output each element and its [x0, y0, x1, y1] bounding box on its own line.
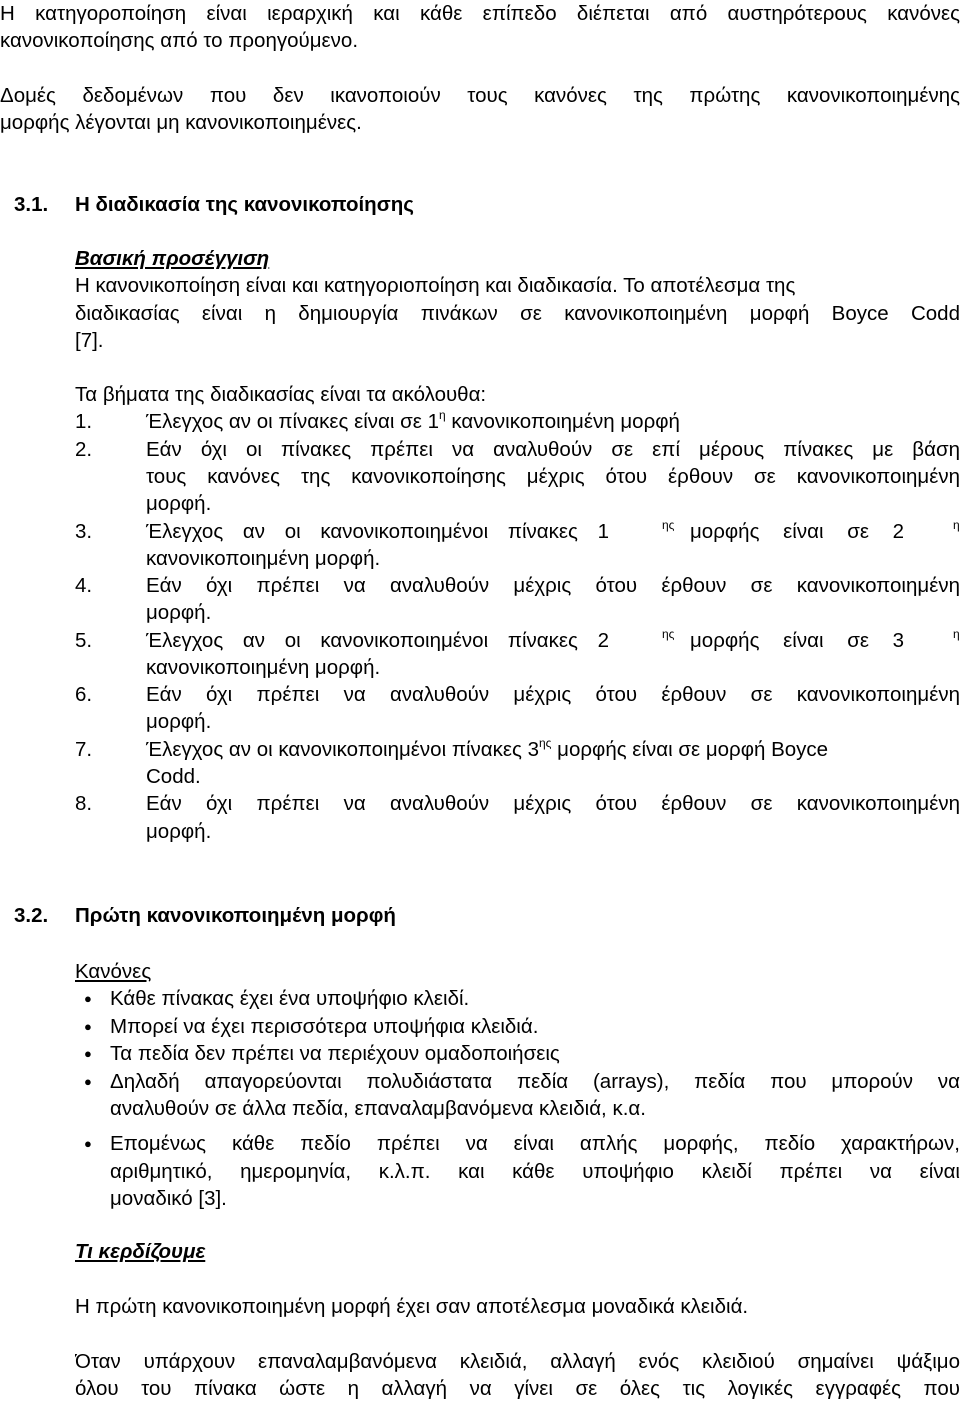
step-7-line-1 — [146, 736, 960, 763]
intro-line-1: Η κατηγοροποίηση είναι ιεραρχική και κάθε επίπεδο διέπεται από αυστηρότερους κανόνες — [0, 2, 960, 25]
bullet-icon: ● — [84, 1019, 92, 1034]
gain-title: Τι κερδίζουμε — [75, 1240, 206, 1263]
bullet-icon: ● — [84, 991, 92, 1006]
step-number: 2. — [75, 438, 93, 461]
section-3-1-number: 3.1. — [14, 193, 49, 216]
superscript: η — [953, 627, 960, 641]
rule-4-line-1: Δηλαδή απαγορεύονται πολυδιάστατα πεδία (arrays), πεδία που μπορούν να — [110, 1070, 960, 1093]
basic-approach-subtitle: Βασική προσέγγιση — [75, 247, 270, 270]
step-text: Έλεγχος αν οι κανονικοποιημένοι πίνακες 1 — [146, 520, 609, 543]
section-3-1-title: Η διαδικασία της κανονικοποίησης — [75, 193, 414, 216]
step-text: μορφής είναι σε 3 — [690, 629, 905, 652]
gain-paragraph: Η πρώτη κανονικοποιημένη μορφή έχει σαν αποτέλεσμα μοναδικά κλειδιά. — [75, 1295, 749, 1318]
section-3-1-heading — [0, 191, 960, 218]
step-text: Έλεγχος αν οι κανονικοποιημένοι πίνακες 2 — [146, 629, 609, 652]
step-number: 8. — [75, 792, 93, 815]
intro-line-2: κανονικοποίησης από το προηγούμενο. — [0, 29, 359, 52]
step-5-line-2: κανονικοποιημένη μορφή. — [146, 656, 381, 679]
step-3-line-1-tail — [146, 518, 960, 545]
step-6-line-1: Εάν όχι πρέπει να αναλυθούν μέχρις ότου έρθουν σε κανονικοποιημένη — [146, 683, 960, 706]
step-number: 7. — [75, 738, 93, 761]
superscript: ης — [539, 736, 552, 750]
section-3-2-number: 3.2. — [14, 904, 49, 927]
rule-3 — [0, 1040, 960, 1067]
section-3-2-title: Πρώτη κανονικοποιημένη μορφή — [75, 904, 396, 927]
steps-intro: Τα βήματα της διαδικασίας είναι τα ακόλουθα: — [75, 383, 487, 406]
bullet-icon: ● — [84, 1136, 92, 1151]
step-number: 6. — [75, 683, 93, 706]
last-paragraph-line-2: όλου του πίνακα ώστε η αλλαγή να γίνει σε όλες τις λογικές εγγραφές που — [75, 1377, 960, 1400]
step-5-line-1 — [146, 627, 960, 654]
step-number: 4. — [75, 574, 93, 597]
rule-5-line-1: Επομένως κάθε πεδίο πρέπει να είναι απλής μορφής, πεδίο χαρακτήρων, — [110, 1132, 960, 1155]
superscript: ης — [662, 518, 675, 532]
step-8-line-1: Εάν όχι πρέπει να αναλυθούν μέχρις ότου έρθουν σε κανονικοποιημένη — [146, 792, 960, 815]
rule-1 — [0, 985, 960, 1012]
step-1 — [75, 408, 960, 435]
step-text: Έλεγχος αν οι πίνακες είναι σε 1 — [146, 410, 440, 433]
rule-text: Τα πεδία δεν πρέπει να περιέχουν ομαδοποιήσεις — [110, 1042, 560, 1065]
approach-line-1: Η κανονικοποίηση είναι και κατηγοριοποίηση και διαδικασία. Το αποτέλεσμα της — [75, 274, 796, 297]
step-text: κανονικοποιημένη μορφή — [445, 410, 680, 433]
step-text: Έλεγχος αν οι κανονικοποιημένοι πίνακες 3 — [146, 738, 539, 761]
step-4-line-1: Εάν όχι πρέπει να αναλυθούν μέχρις ότου έρθουν σε κανονικοποιημένη — [146, 574, 960, 597]
section-3-2-heading — [0, 902, 960, 929]
rule-2 — [0, 1013, 960, 1040]
superscript: η — [953, 518, 960, 532]
step-2-line-2: τους κανόνες της κανονικοποίησης μέχρις ότου έρθουν σε κανονικοποιημένη — [146, 465, 960, 488]
bullet-icon: ● — [84, 1074, 92, 1089]
approach-line-3: [7]. — [75, 329, 104, 352]
intro-line-3: Δομές δεδομένων που δεν ικανοποιούν τους κανόνες της πρώτης κανονικοποιημένης — [0, 84, 960, 107]
rules-title: Κανόνες — [75, 960, 152, 983]
rule-4-line-2: αναλυθούν σε άλλα πεδία, επαναλαμβανόμενα κλειδιά, κ.α. — [110, 1097, 646, 1120]
step-2-line-3: μορφή. — [146, 492, 212, 515]
intro-line-4: μορφής λέγονται μη κανονικοποιημένες. — [0, 111, 362, 134]
approach-line-2: διαδικασίας είναι η δημιουργία πινάκων σε κανονικοποιημένη μορφή Boyce Codd — [75, 302, 960, 325]
last-paragraph-line-1: Όταν υπάρχουν επαναλαμβανόμενα κλειδιά, αλλαγή ενός κλειδιού σημαίνει ψάξιμο — [75, 1350, 960, 1373]
superscript: ης — [662, 627, 675, 641]
rule-5-line-3: μοναδικό [3]. — [110, 1187, 227, 1210]
step-number: 3. — [75, 520, 93, 543]
bullet-icon: ● — [84, 1046, 92, 1061]
step-number: 5. — [75, 629, 93, 652]
step-7-line-2: Codd. — [146, 765, 201, 788]
step-3-line-2: κανονικοποιημένη μορφή. — [146, 547, 381, 570]
step-text: μορφής είναι σε 2 — [690, 520, 905, 543]
rule-5-line-2: αριθμητικό, ημερομηνία, κ.λ.π. και κάθε υποψήφιο κλειδί πρέπει να είναι — [110, 1160, 960, 1183]
superscript: η — [439, 408, 446, 422]
rule-text: Κάθε πίνακας έχει ένα υποψήφιο κλειδί. — [110, 987, 470, 1010]
step-4-line-2: μορφή. — [146, 601, 212, 624]
step-8-line-2: μορφή. — [146, 820, 212, 843]
rule-text: Μπορεί να έχει περισσότερα υποψήφια κλειδιά. — [110, 1015, 539, 1038]
step-number: 1. — [75, 410, 93, 433]
step-2-line-1: Εάν όχι οι πίνακες πρέπει να αναλυθούν σε επί μέρους πίνακες με βάση — [146, 438, 960, 461]
step-6-line-2: μορφή. — [146, 710, 212, 733]
step-text: μορφής είναι σε μορφή Boyce — [551, 738, 829, 761]
